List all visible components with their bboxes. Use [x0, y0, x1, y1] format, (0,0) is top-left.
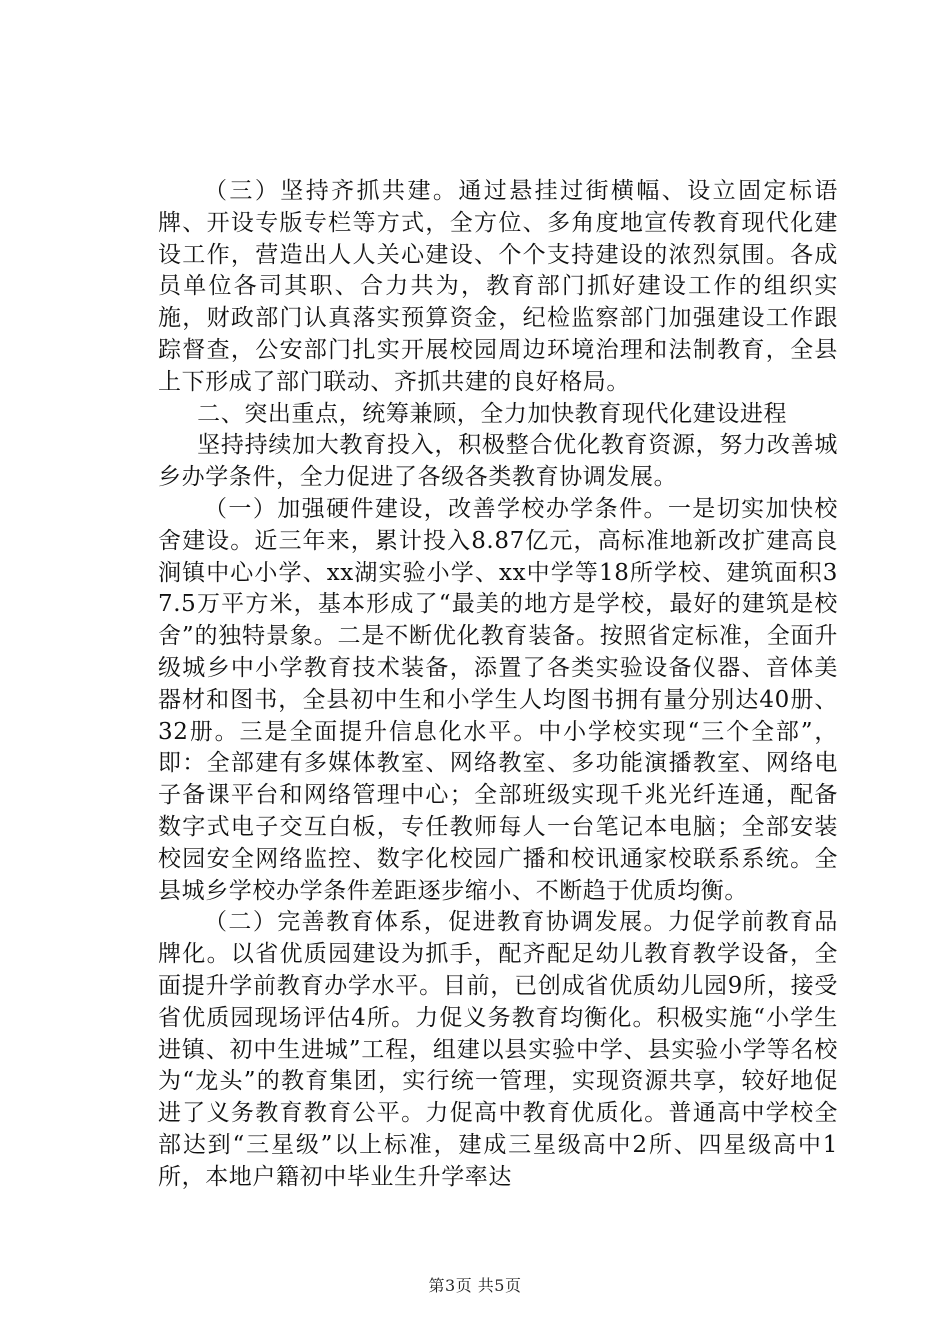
paragraph-section-3: （三）坚持齐抓共建。通过悬挂过街横幅、设立固定标语牌、开设专版专栏等方式，全方位、多角度地宣传教育现代化建设工作，营造出人人关心建设、个个支持建设的浓烈氛围。各成员单位各司其职、合力共为，教育部门抓好建设工作的组织实施，财政部门认真落实预算资金，纪检监察部门加强建设工作跟踪督查，公安部门扎实开展校园周边环境治理和法制教育，全县上下形成了部门联动、齐抓共建的良好格局。	[158, 178, 838, 395]
paragraph-subsection-1: （一）加强硬件建设，改善学校办学条件。一是切实加快校舍建设。近三年来，累计投入8.87亿元，高标准地新改扩建高良涧镇中心小学、xx湖实验小学、xx中学等18所学校、建筑面积37.5万平方米，基本形成了“最美的地方是学校，最好的建筑是校舍”的独特景象。二是不断优化教育装备。按照省定标准，全面升级城乡中小学教育技术装备，添置了各类实验设备仪器、音体美器材和图书，全县初中生和小学生人均图书拥有量分别达40册、32册。三是全面提升信息化水平。中小学校实现“三个全部”，即：全部建有多媒体教室、网络教室、多功能演播教室、网络电子备课平台和网络管理中心；全部班级实现千兆光纤连通，配备数字式电子交互白板，专任教师每人一台笔记本电脑；全部安装校园安全网络监控、数字化校园广播和校讯通家校联系系统。全县城乡学校办学条件差距逐步缩小、不断趋于优质均衡。	[158, 495, 838, 904]
section-heading-2: 二、突出重点，统筹兼顾，全力加快教育现代化建设进程	[197, 400, 788, 427]
paragraph-intro: 坚持持续加大教育投入，积极整合优化教育资源，努力改善城乡办学条件，全力促进了各级各类教育协调发展。	[158, 432, 838, 491]
paragraph-subsection-2: （二）完善教育体系，促进教育协调发展。力促学前教育品牌化。以省优质园建设为抓手，配齐配足幼儿教育教学设备，全面提升学前教育办学水平。目前，已创成省优质幼儿园9所，接受省优质园现场评估4所。力促义务教育均衡化。积极实施“小学生进镇、初中生进城”工程，组建以县实验中学、县实验小学等名校为“龙头”的教育集团，实行统一管理，实现资源共享，较好地促进了义务教育教育公平。力促高中教育优质化。普通高中学校全部达到“三星级”以上标准，建成三星级高中2所、四星级高中1所，本地户籍初中毕业生升学率达	[158, 909, 838, 1190]
document-body	[158, 176, 838, 1194]
page-footer: 第3页 共5页	[428, 1276, 522, 1295]
